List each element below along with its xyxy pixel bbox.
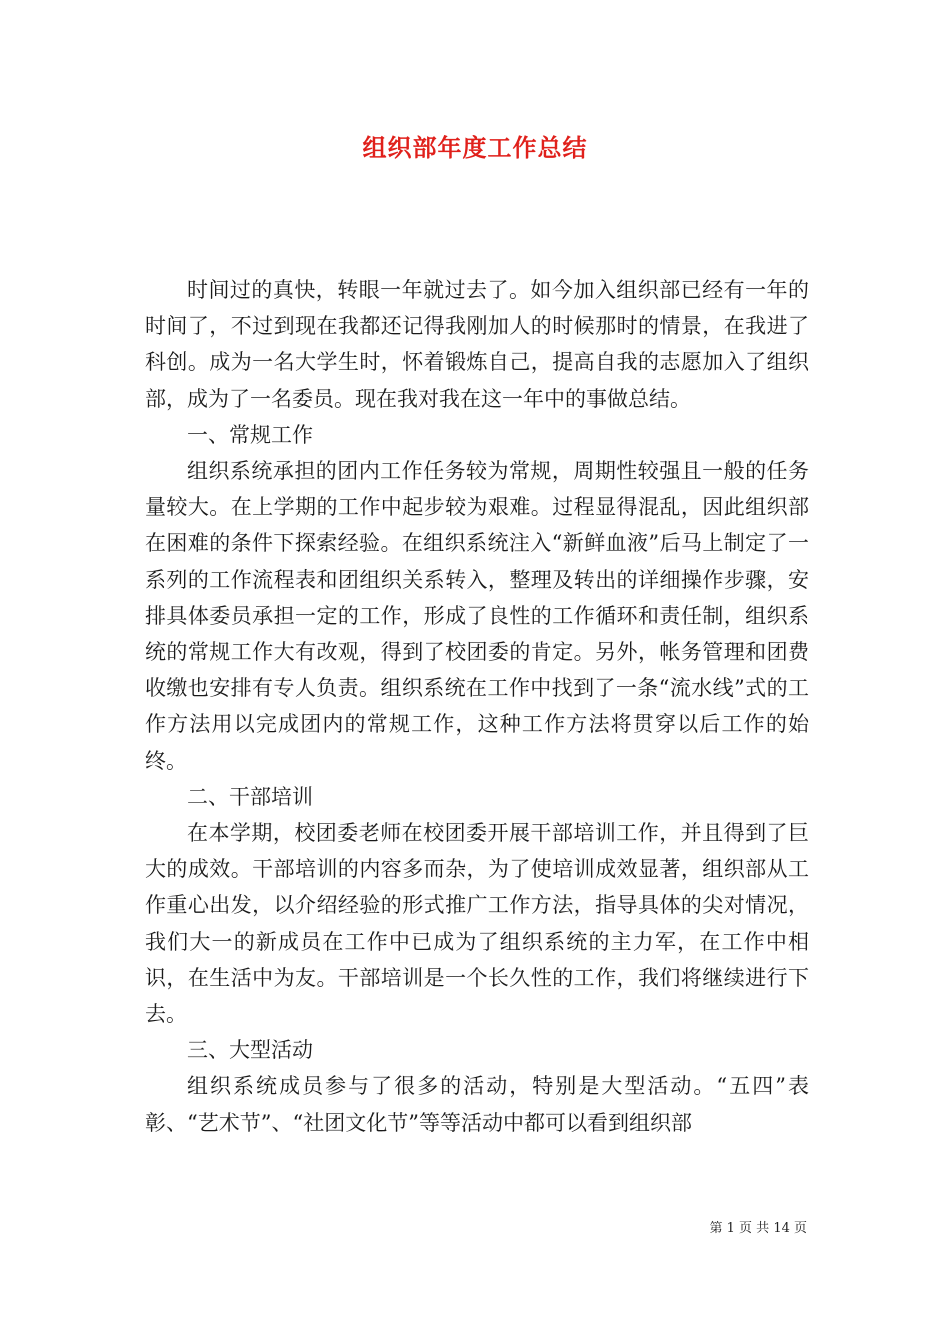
- document-title: 组织部年度工作总结: [362, 133, 588, 162]
- document-body: [145, 272, 809, 1141]
- section-heading-cadre-training: 二、干部培训: [187, 784, 313, 809]
- section-heading-routine-work: 一、常规工作: [187, 422, 313, 447]
- paragraph-intro: 时间过的真快，转眼一年就过去了。如今加入组织部已经有一年的时间了，不过到现在我都还记得我刚加人的时候那时的情景，在我进了科创。成为一名大学生时，怀着锻炼自己，提高自我的志愿加入了组织部，成为了一名委员。现在我对我在这一年中的事做总结。: [145, 278, 809, 411]
- paragraph-major-activities: 组织系统成员参与了很多的活动，特别是大型活动。“五四”表彰、“艺术节”、“社团文化节”等等活动中都可以看到组织部: [145, 1074, 809, 1135]
- paragraph-routine-work: 组织系统承担的团内工作任务较为常规，周期性较强且一般的任务量较大。在上学期的工作中起步较为艰难。过程显得混乱，因此组织部在困难的条件下探索经验。在组织系统注入“新鲜血液”后马上制定了一系列的工作流程表和团组织关系转入，整理及转出的详细操作步骤，安排具体委员承担一定的工作，形成了良性的工作循环和责任制，组织系统的常规工作大有改观，得到了校团委的肯定。另外，帐务管理和团费收缴也安排有专人负责。组织系统在工作中找到了一条“流水线”式的工作方法用以完成团内的常规工作，这种工作方法将贯穿以后工作的始终。: [145, 459, 809, 773]
- paragraph-cadre-training: 在本学期，校团委老师在校团委开展干部培训工作，并且得到了巨大的成效。干部培训的内容多而杂，为了使培训成效显著，组织部从工作重心出发，以介绍经验的形式推广工作方法，指导具体的尖对情况，我们大一的新成员在工作中已成为了组织系统的主力军，在工作中相识，在生活中为友。干部培训是一个长久性的工作，我们将继续进行下去。: [145, 821, 809, 1027]
- section-heading-major-activities: 三、大型活动: [187, 1038, 313, 1063]
- page-number-footer: 第 1 页 共 14 页: [709, 1221, 807, 1236]
